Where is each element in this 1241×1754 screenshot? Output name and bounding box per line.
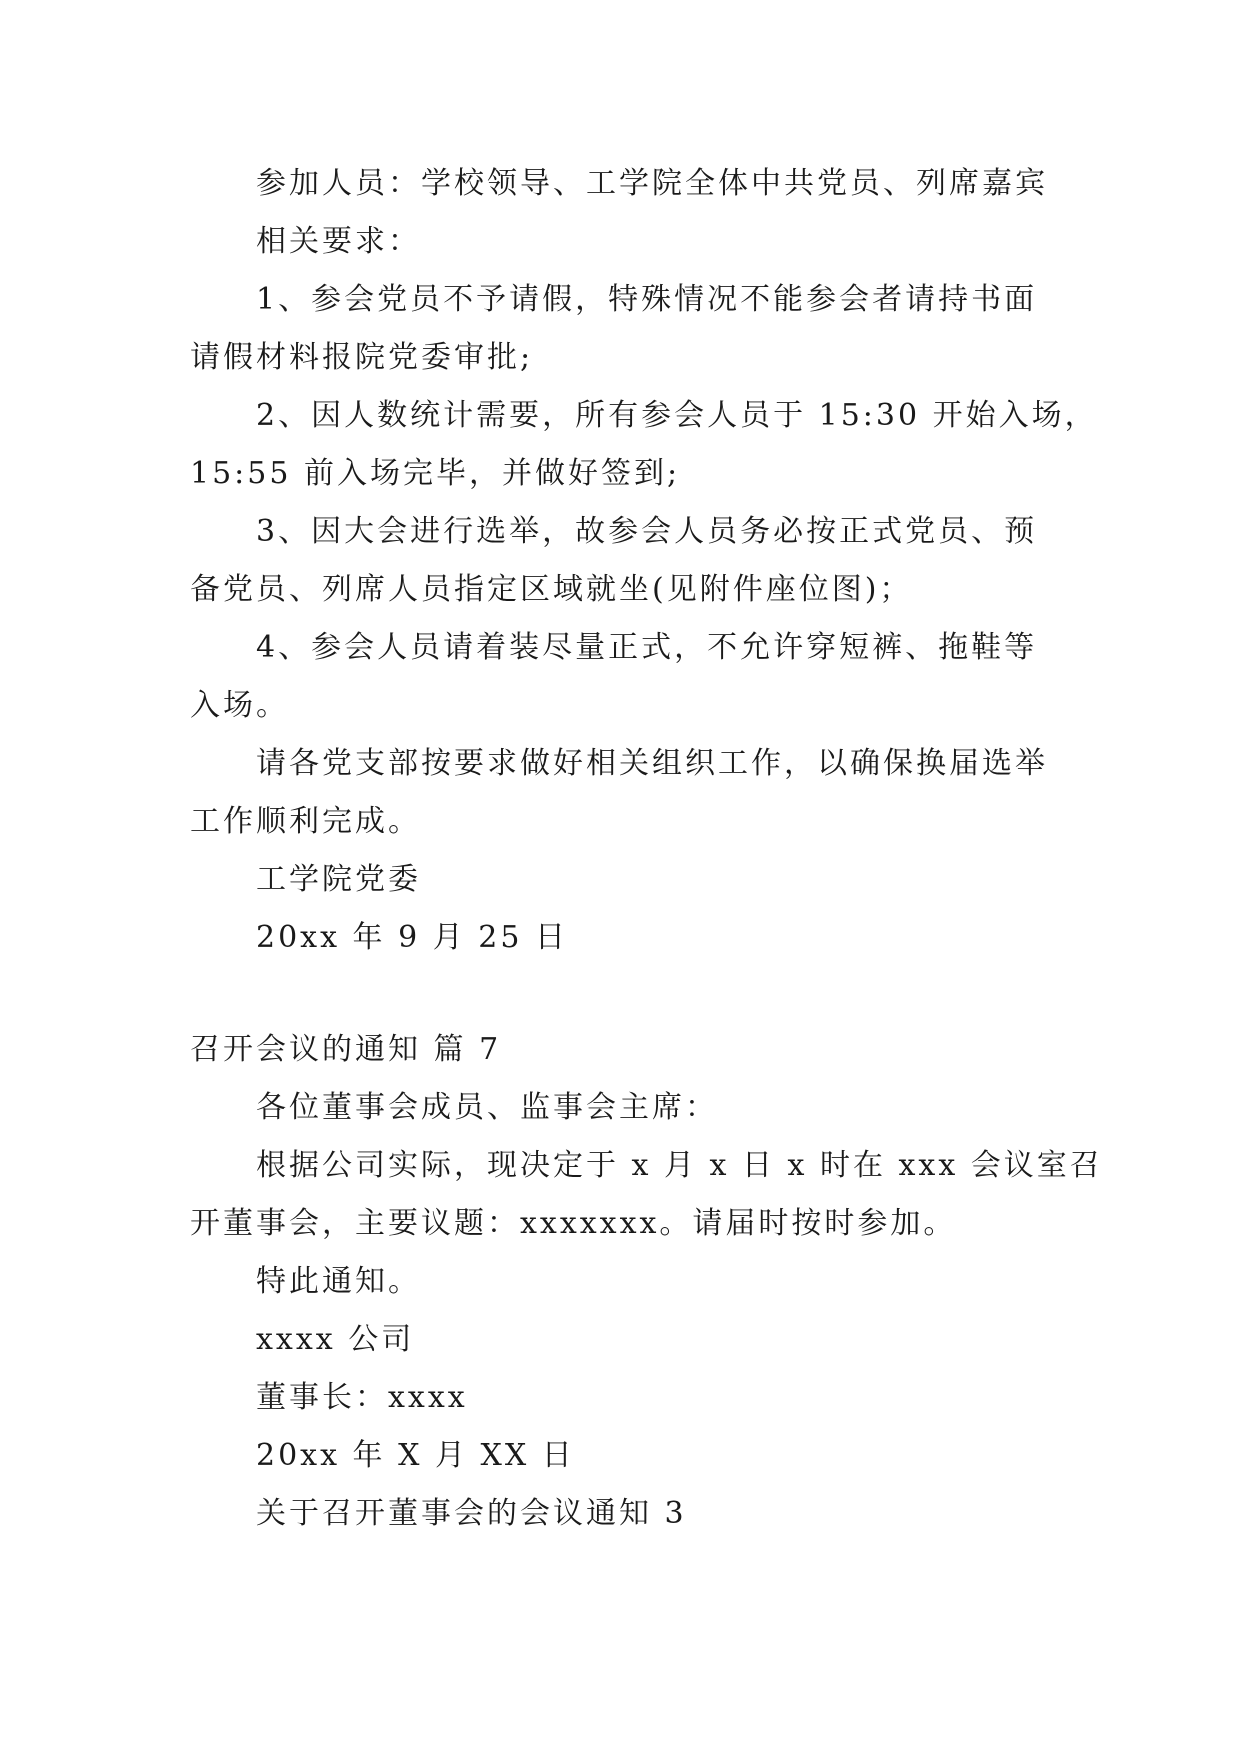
- requirement-4-line-1: 4、参会人员请着装尽量正式，不允许穿短裤、拖鞋等: [256, 630, 1038, 665]
- attendees-line: 参加人员：学校领导、工学院全体中共党员、列席嘉宾: [256, 166, 1048, 201]
- requirement-3-line-2: 备党员、列席人员指定区域就坐(见附件座位图)；: [190, 572, 913, 607]
- requirement-1-line-2: 请假材料报院党委审批;: [190, 340, 534, 375]
- requirement-3-line-1: 3、因大会进行选举，故参会人员务必按正式党员、预: [256, 514, 1038, 549]
- body-line-2: 开董事会，主要议题：xxxxxxx。请届时按时参加。: [190, 1206, 957, 1241]
- signature: 工学院党委: [256, 862, 421, 897]
- notice-line: 特此通知。: [256, 1264, 421, 1299]
- closing-line-1: 请各党支部按要求做好相关组织工作，以确保换届选举: [256, 746, 1048, 781]
- requirement-2-line-1: 2、因人数统计需要，所有参会人员于 15:30 开始入场，: [256, 398, 1098, 433]
- body-line-1: 根据公司实际，现决定于 x 月 x 日 x 时在 xxx 会议室召: [256, 1148, 1103, 1183]
- requirement-2-line-2: 15:55 前入场完毕，并做好签到;: [190, 456, 681, 491]
- chairman-line: 董事长：xxxx: [256, 1380, 468, 1415]
- date-part1: 20xx 年 9 月 25 日: [256, 920, 568, 955]
- date-part2: 20xx 年 X 月 XX 日: [256, 1438, 575, 1473]
- section-gap: [190, 967, 1060, 1021]
- company-name: xxxx 公司: [256, 1322, 415, 1357]
- requirements-heading: 相关要求：: [256, 224, 421, 259]
- document-page: [190, 155, 1103, 1543]
- closing-line-2: 工作顺利完成。: [190, 804, 421, 839]
- salutation: 各位董事会成员、监事会主席：: [256, 1090, 718, 1125]
- section-title: 召开会议的通知 篇 7: [190, 1032, 502, 1067]
- requirement-1-line-1: 1、参会党员不予请假，特殊情况不能参会者请持书面: [256, 282, 1038, 317]
- requirement-4-line-2: 入场。: [190, 688, 289, 723]
- next-section-title: 关于召开董事会的会议通知 3: [256, 1496, 687, 1531]
